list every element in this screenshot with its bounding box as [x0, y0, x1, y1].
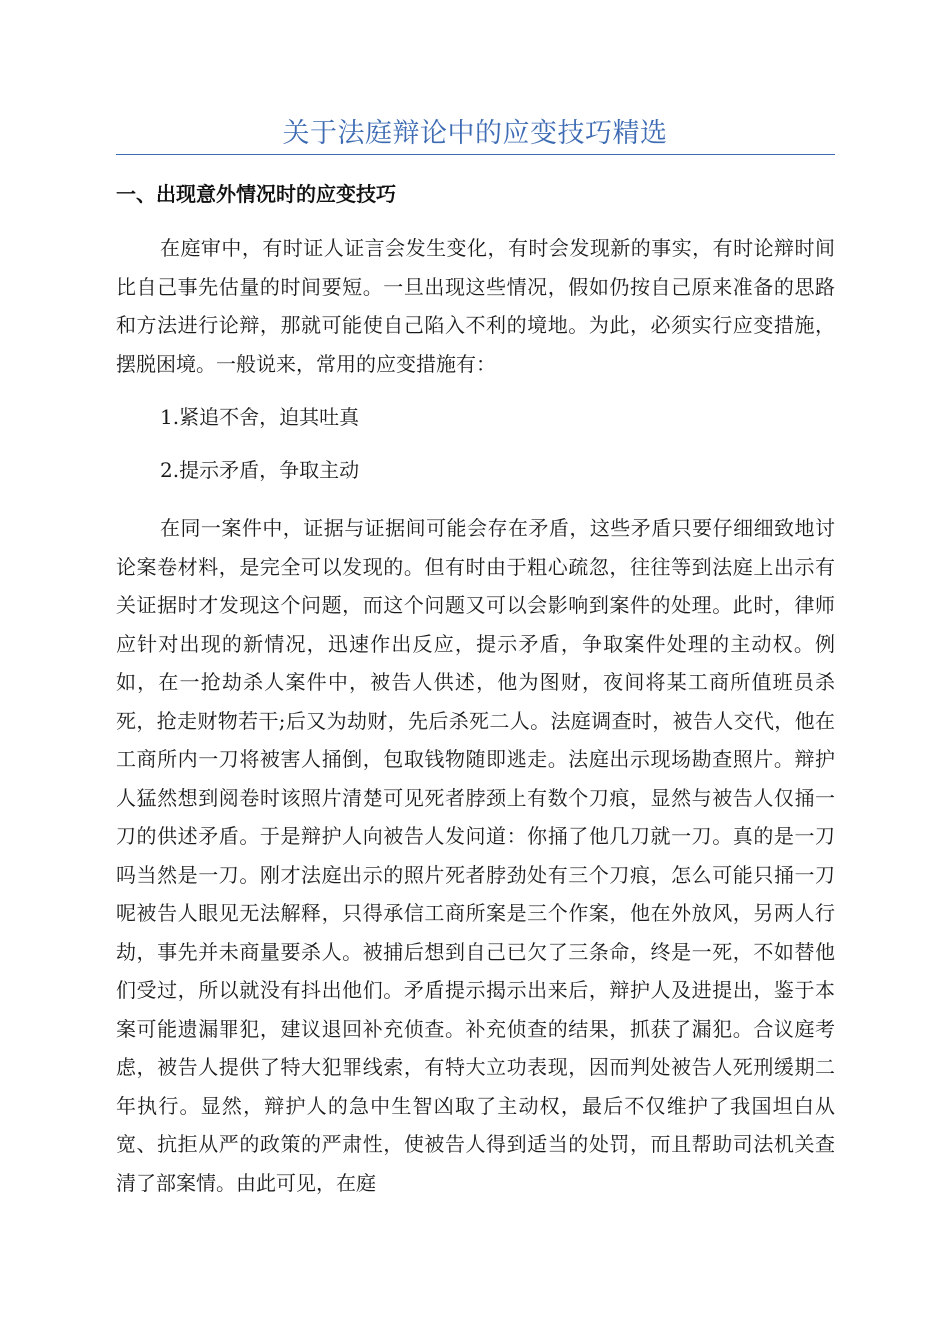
section-heading: 一、出现意外情况时的应变技巧 — [116, 182, 396, 206]
document-title: 关于法庭辩论中的应变技巧精选 — [282, 118, 668, 149]
body-paragraph: 在同一案件中，证据与证据间可能会存在矛盾，这些矛盾只要仔细细致地讨论案卷材料，是完全可以发现的。但有时由于粗心疏忽，往往等到法庭上出示有关证据时才发现这个问题，而这个问题又可以会影响到案件的处理。此时，律师应针对出现的新情况，迅速作出反应，提示矛盾，争取案件处理的主动权。例如，在一抢劫杀人案件中，被告人供述，他为图财，夜间将某工商所值班员杀死，抢走财物若干;后又为劫财，先后杀死二人。法庭调查时，被告人交代，他在工商所内一刀将被害人捅倒，包取钱物随即逃走。法庭出示现场勘查照片。辩护人猛然想到阅卷时该照片清楚可见死者脖颈上有数个刀痕，显然与被告人仅捅一刀的供述矛盾。于是辩护人向被告人发问道：你捅了他几刀就一刀。真的是一刀吗当然是一刀。刚才法庭出示的照片死者脖劲处有三个刀痕，怎么可能只捅一刀呢被告人眼见无法解释，只得承信工商所案是三个作案，他在外放风，另两人行劫，事先并未商量要杀人。被捕后想到自己已欠了三条命，终是一死，不如替他们受过，所以就没有抖出他们。矛盾提示揭示出来后，辩护人及进提出，鉴于本案可能遗漏罪犯，建议退回补充侦查。补充侦查的结果，抓获了漏犯。合议庭考虑，被告人提供了特大犯罪线索，有特大立功表现，因而判处被告人死刑缓期二年执行。显然，辩护人的急中生智凶取了主动权，最后不仅维护了我国坦白从宽、抗拒从严的政策的严肃性，使被告人得到适当的处罚，而且帮助司法机关查清了部案情。由此可见，在庭 — [116, 516, 835, 1195]
list-item: 2.提示矛盾，争取主动 — [160, 458, 360, 482]
body-paragraph: 在庭审中，有时证人证言会发生变化，有时会发现新的事实，有时论辩时间比自己事先估量的时间要短。一旦出现这些情况，假如仍按自己原来准备的思路和方法进行论辩，那就可能使自己陷入不利的境地。为此，必须实行应变措施，摆脱困境。一般说来，常用的应变措施有： — [116, 236, 835, 376]
list-item: 1.紧追不舍，迫其吐真 — [160, 405, 360, 429]
title-underline — [116, 154, 835, 155]
